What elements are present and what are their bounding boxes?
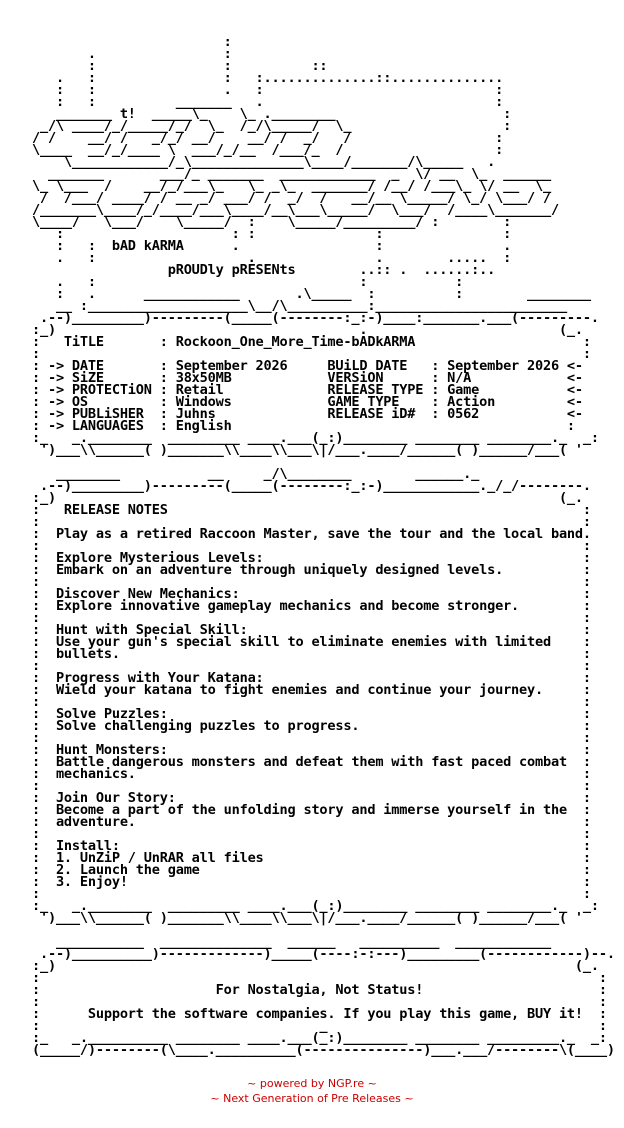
nfo-text: : . : : : :: . : : :..............::.............. : : . : : : : _______ . : _______ t! _____\_ \_ .________ : _/\ ____/_/_____/_/ \_ /_/\_____/ \_ : / / __/ / _/_/ __/ __/ / _/ / : \____ __/_/____ \ ___/_/__ /___/_ / : \____________/_\______________\____/_______/\_____ . _______ ___/_ _______ ____________ _ \/ __ \_ ______ \_ \___ / __/_/___\_ \_ _\_ _______/ /__/ /___\_ \/ __ \_ / /___/ ____/ / __ _/ ___/ / _/ / __/__ \_____/ \_/ \___/ / /_______\____/_/____/___\____/__\___\_____/ \___/ /____\_______/ \____/ \___/ \_____/ : \_____/_________/ : : : : : : : : : bAD kARMA . : . . : . . ..... : pROUDly pRESENts ..:: . ......:.. . : : : : . ____________ .\_____ : : ________ __ :____________________\__/\__________:________________________ .--)_________)---------(_____(--------:_:-)____:_______.___(---------. :_) . (_. : TiTLE : Rockoon_One_More_Time-bADkARMA : : : : -> DATE : September 2026 BUiLD DATE : September 2026 <- : -> SiZE : 38x50MB VERSiON : N/A <- : -> PROTECTiON : Retail RELEASE TYPE : Game <- : -> OS : Windows GAME TYPE : Action <- : -> PUBLiSHER : Juhns RELEASE iD# : 0562 <- : -> LANGUAGES : English : :_ _.________ _________ ____.___(_:)________ ________ ________._ _: ')___\\______( )_______\\____\\___\|/___.____/______( )______/___( ' ________ __ _/\________ ______._ .--)_________)---------(_____(--------:_:-)____________._/_/--------. :_) (_. : RELEASE NOTES : : : : Play as a retired Raccoon Master, save the tour and the local band. : : : Explore Mysterious Levels: : : Embark on an adventure through uniquely designed levels. : : : : Discover New Mechanics: : : Explore innovative gameplay mechanics and become stronger. : : : : Hunt with Special Skill: : : Use your gun's special skill to eliminate enemies with limited : : bullets. : : : : Progress with Your Katana: : : Wield your katana to fight enemies and continue your journey. : : : : Solve Puzzles: : : Solve challenging puzzles to progress. : : : : Hunt Monsters: : : Battle dangerous monsters and defeat them with fast paced combat : : mechanics. : : : : Join Our Story: : : Become a part of the unfolding story and immerse yourself in the : : adventure. : : : : Install: : : 1. UnZiP / UnRAR all files : : 2. Launch the game : : 3. Enjoy! : : : :_ _.________ _________ ____.___(_:)________ ________ ________._ _: ')___\\______( )_______\\____\\___\|/___.____/______( )______/___( ' ___________ ______________ ______ __________ ____________ .--)__________)-------------)_____(----:-:---)_________(------------)--. :_) (_. : : : For Nostalgia, Not Status! : : : : Support the software companies. If you play this game, BUY it! : : _ : :_ _.__________ ________ ____.___(_:)________ ________ _________._ _: (_____/)--------(\____.__________(---------------)___.___/--------\(____): [32, 34, 615, 1058]
powered-by-link[interactable]: ~ powered by NGP.re ~: [247, 1077, 377, 1090]
footer: [0, 1076, 624, 1106]
tagline-link[interactable]: ~ Next Generation of Pre Releases ~: [210, 1092, 414, 1105]
